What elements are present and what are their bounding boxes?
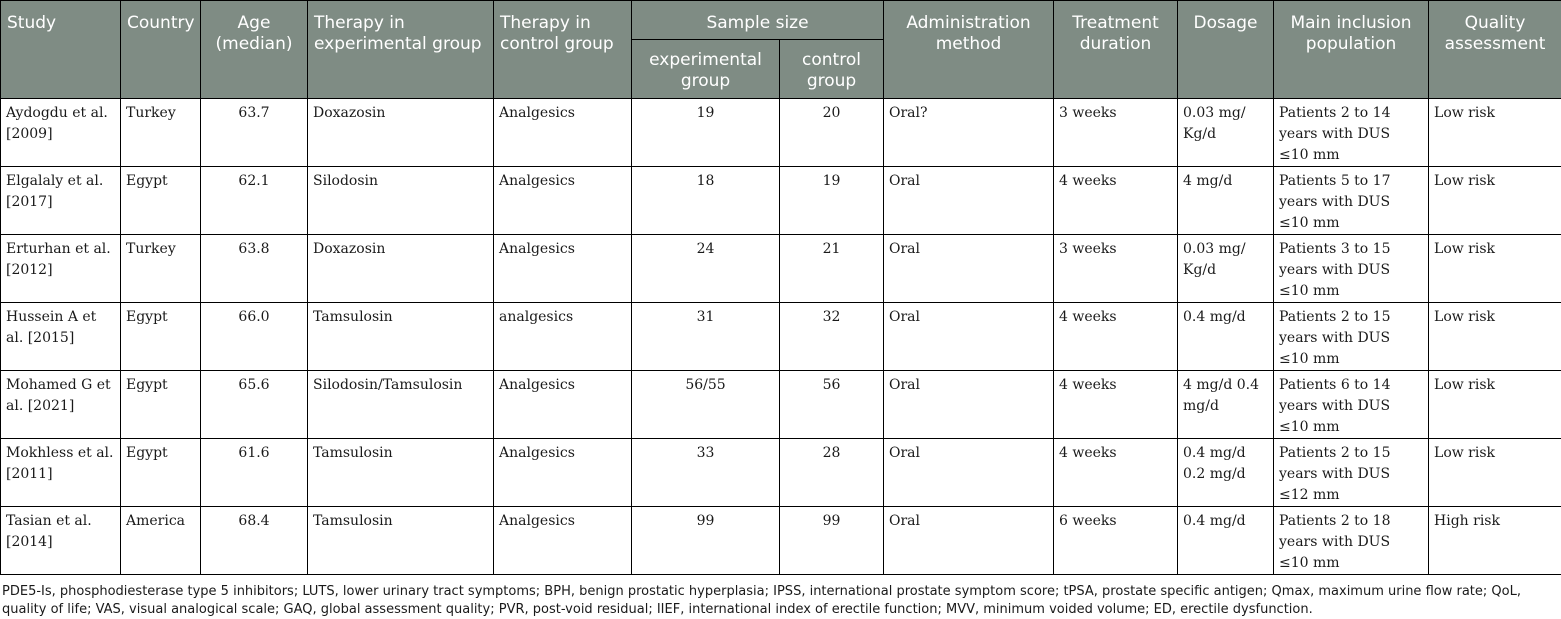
cell-therapy-experimental: Doxazosin — [308, 99, 494, 167]
cell-age: 68.4 — [201, 507, 308, 575]
cell-country: Egypt — [121, 371, 201, 439]
header-sample-control: control group — [780, 40, 884, 99]
cell-therapy-control: Analgesics — [494, 371, 632, 439]
cell-treatment-duration: 4 weeks — [1054, 371, 1178, 439]
cell-sample-experimental: 19 — [632, 99, 780, 167]
cell-main-inclusion-population: Patients 2 to 14 years with DUS ≤10 mm — [1274, 99, 1429, 167]
cell-dosage: 0.03 mg/ Kg/d — [1178, 235, 1274, 303]
table-row — [1, 371, 1561, 439]
cell-main-inclusion-population: Patients 3 to 15 years with DUS ≤10 mm — [1274, 235, 1429, 303]
cell-country: Egypt — [121, 303, 201, 371]
header-quality-assessment: Quality assessment — [1429, 1, 1561, 99]
cell-therapy-experimental: Silodosin/Tamsulosin — [308, 371, 494, 439]
cell-sample-experimental: 31 — [632, 303, 780, 371]
table-row — [1, 303, 1561, 371]
cell-treatment-duration: 3 weeks — [1054, 235, 1178, 303]
cell-main-inclusion-population: Patients 2 to 15 years with DUS ≤10 mm — [1274, 303, 1429, 371]
cell-quality-assessment: High risk — [1429, 507, 1561, 575]
header-therapy-experimental: Therapy in experimental group — [308, 1, 494, 99]
cell-age: 66.0 — [201, 303, 308, 371]
table-footnote: PDE5-Is, phosphodiesterase type 5 inhibitors; LUTS, lower urinary tract symptoms; BPH, benign prostatic hyperplasia; IPSS, international prostate symptom score; tPSA, prostate specific antigen; Qmax, maximum urine flow rate; QoL, quality of life; VAS, visual analogical scale; GAQ, global assessment quality; PVR, post-void residual; IIEF, international index of erectile function; MVV, minimum voided volume; ED, erectile dysfunction. — [2, 584, 1521, 617]
cell-therapy-experimental: Tamsulosin — [308, 507, 494, 575]
header-treatment-duration: Treatment duration — [1054, 1, 1178, 99]
cell-study: Hussein A et al. [2015] — [1, 303, 121, 371]
cell-dosage: 0.4 mg/d 0.2 mg/d — [1178, 439, 1274, 507]
cell-country: Turkey — [121, 235, 201, 303]
cell-sample-experimental: 24 — [632, 235, 780, 303]
cell-country: Turkey — [121, 99, 201, 167]
cell-quality-assessment: Low risk — [1429, 371, 1561, 439]
cell-study: Aydogdu et al. [2009] — [1, 99, 121, 167]
cell-sample-control: 28 — [780, 439, 884, 507]
cell-administration-method: Oral? — [884, 99, 1054, 167]
cell-main-inclusion-population: Patients 6 to 14 years with DUS ≤10 mm — [1274, 371, 1429, 439]
cell-age: 65.6 — [201, 371, 308, 439]
cell-study: Erturhan et al. [2012] — [1, 235, 121, 303]
cell-quality-assessment: Low risk — [1429, 99, 1561, 167]
cell-dosage: 4 mg/d — [1178, 167, 1274, 235]
cell-dosage: 4 mg/d 0.4 mg/d — [1178, 371, 1274, 439]
table-row — [1, 439, 1561, 507]
cell-quality-assessment: Low risk — [1429, 167, 1561, 235]
cell-treatment-duration: 4 weeks — [1054, 167, 1178, 235]
cell-age: 61.6 — [201, 439, 308, 507]
cell-administration-method: Oral — [884, 167, 1054, 235]
header-sample-size: Sample size — [632, 1, 884, 40]
cell-therapy-experimental: Tamsulosin — [308, 439, 494, 507]
cell-therapy-control: Analgesics — [494, 235, 632, 303]
header-age: Age (median) — [201, 1, 308, 99]
cell-age: 63.8 — [201, 235, 308, 303]
cell-therapy-experimental: Doxazosin — [308, 235, 494, 303]
cell-therapy-experimental: Tamsulosin — [308, 303, 494, 371]
cell-study: Elgalaly et al. [2017] — [1, 167, 121, 235]
cell-quality-assessment: Low risk — [1429, 439, 1561, 507]
cell-treatment-duration: 4 weeks — [1054, 303, 1178, 371]
cell-sample-control: 56 — [780, 371, 884, 439]
cell-administration-method: Oral — [884, 303, 1054, 371]
table-row — [1, 507, 1561, 575]
cell-sample-control: 19 — [780, 167, 884, 235]
cell-study: Mokhless et al. [2011] — [1, 439, 121, 507]
cell-administration-method: Oral — [884, 439, 1054, 507]
header-therapy-control: Therapy in control group — [494, 1, 632, 99]
cell-treatment-duration: 6 weeks — [1054, 507, 1178, 575]
cell-sample-experimental: 18 — [632, 167, 780, 235]
cell-therapy-control: Analgesics — [494, 439, 632, 507]
cell-study: Tasian et al. [2014] — [1, 507, 121, 575]
cell-country: Egypt — [121, 167, 201, 235]
cell-country: Egypt — [121, 439, 201, 507]
header-administration-method: Administration method — [884, 1, 1054, 99]
cell-age: 63.7 — [201, 99, 308, 167]
cell-sample-experimental: 56/55 — [632, 371, 780, 439]
cell-country: America — [121, 507, 201, 575]
cell-administration-method: Oral — [884, 235, 1054, 303]
cell-main-inclusion-population: Patients 2 to 15 years with DUS ≤12 mm — [1274, 439, 1429, 507]
table-body — [1, 99, 1561, 575]
cell-dosage: 0.03 mg/ Kg/d — [1178, 99, 1274, 167]
cell-dosage: 0.4 mg/d — [1178, 303, 1274, 371]
header-country: Country — [121, 1, 201, 99]
cell-study: Mohamed G et al. [2021] — [1, 371, 121, 439]
cell-sample-control: 20 — [780, 99, 884, 167]
header-sample-experimental: experimental group — [632, 40, 780, 99]
cell-sample-control: 21 — [780, 235, 884, 303]
cell-therapy-control: Analgesics — [494, 99, 632, 167]
cell-quality-assessment: Low risk — [1429, 303, 1561, 371]
cell-treatment-duration: 3 weeks — [1054, 99, 1178, 167]
cell-sample-experimental: 33 — [632, 439, 780, 507]
cell-dosage: 0.4 mg/d — [1178, 507, 1274, 575]
cell-therapy-control: Analgesics — [494, 507, 632, 575]
cell-main-inclusion-population: Patients 2 to 18 years with DUS ≤10 mm — [1274, 507, 1429, 575]
cell-treatment-duration: 4 weeks — [1054, 439, 1178, 507]
cell-administration-method: Oral — [884, 507, 1054, 575]
table-row — [1, 235, 1561, 303]
cell-sample-experimental: 99 — [632, 507, 780, 575]
cell-therapy-control: analgesics — [494, 303, 632, 371]
cell-administration-method: Oral — [884, 371, 1054, 439]
header-dosage: Dosage — [1178, 1, 1274, 99]
cell-main-inclusion-population: Patients 5 to 17 years with DUS ≤10 mm — [1274, 167, 1429, 235]
table-header — [1, 1, 1561, 99]
cell-sample-control: 32 — [780, 303, 884, 371]
cell-quality-assessment: Low risk — [1429, 235, 1561, 303]
cell-therapy-experimental: Silodosin — [308, 167, 494, 235]
cell-therapy-control: Analgesics — [494, 167, 632, 235]
table-row — [1, 167, 1561, 235]
cell-sample-control: 99 — [780, 507, 884, 575]
header-study: Study — [1, 1, 121, 99]
cell-age: 62.1 — [201, 167, 308, 235]
table-row — [1, 99, 1561, 167]
header-main-inclusion-population: Main inclusion population — [1274, 1, 1429, 99]
